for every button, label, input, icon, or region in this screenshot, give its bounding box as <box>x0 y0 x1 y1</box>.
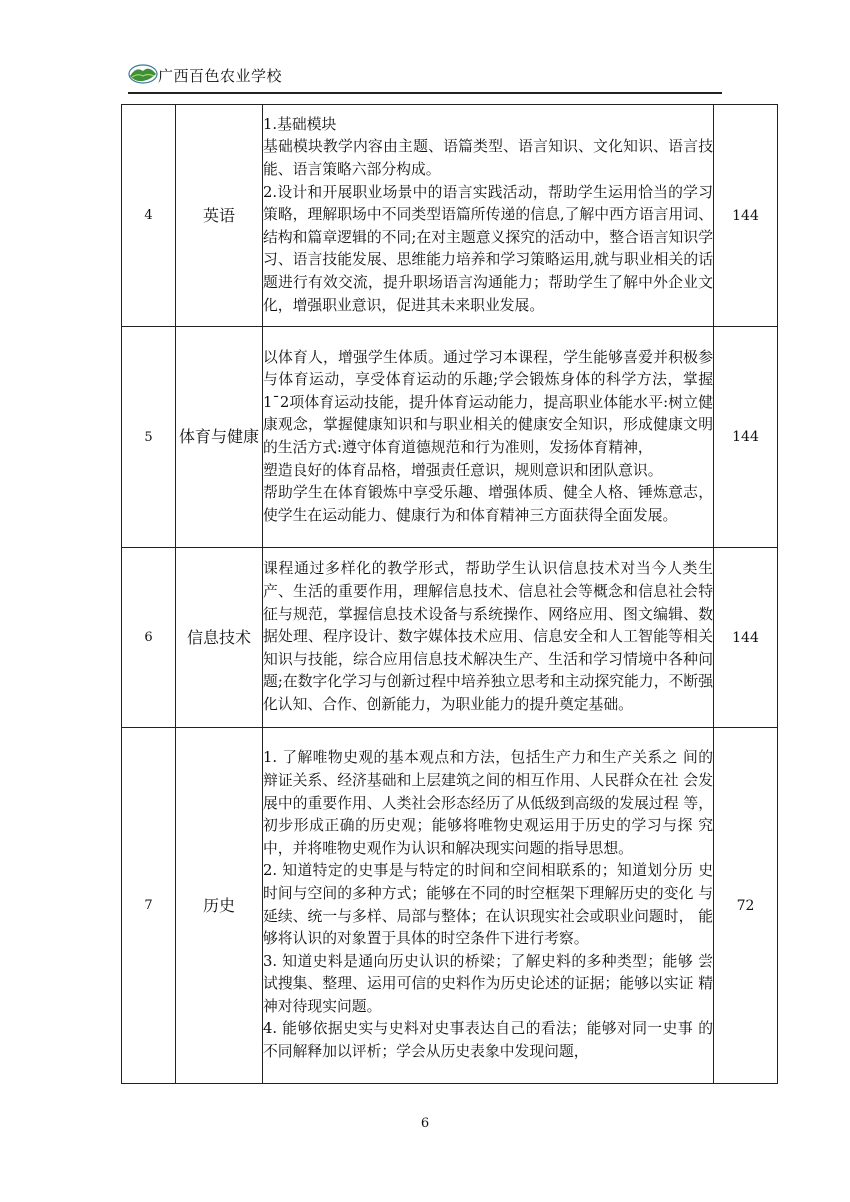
row-index: 4 <box>122 105 176 327</box>
description-paragraph: 帮助学生在体育锻炼中享受乐趣、增强体质、健全人格、锤炼意志，使学生在运动能力、健康行为和体育精神三方面获得全面发展。 <box>263 484 713 524</box>
course-name: 历史 <box>176 728 263 1084</box>
header-divider <box>128 92 722 94</box>
course-hours: 72 <box>714 728 778 1084</box>
description-paragraph: 1. 了解唯物史观的基本观点和方法，包括生产力和生产关系之 间的辩证关系、经济基础和上层建筑之间的相互作用、人民群众在社 会发展中的重要作用、人类社会形态经历了从低级到高级的发展过程 等，初步形成正确的历史观；能够将唯物史观运用于历史的学习与探 究中，并将唯物史观作为认识和解决现实问题的指导思想。 <box>263 749 713 857</box>
course-description <box>263 327 714 548</box>
table-row <box>122 327 778 548</box>
course-description <box>263 548 714 728</box>
description-paragraph: 基础模块教学内容由主题、语篇类型、语言知识、文化知识、语言技能、语言策略六部分构成。 <box>263 138 713 179</box>
description-paragraph: 4. 能够依据史实与史料对史事表达自己的看法；能够对同一史事 的不同解释加以评析；学会从历史表象中发现问题， <box>263 1020 713 1061</box>
description-paragraph: 课程通过多样化的教学形式，帮助学生认识信息技术对当今人类生产、生活的重要作用，理解信息技术、信息社会等概念和信息社会特征与规范，掌握信息技术设备与系统操作、网络应用、图文编辑、数据处理、程序设计、数字媒体技术应用、信息安全和人工智能等相关知识与技能，综合应用信息技术解决生产、生活和学习情境中各种问题;在数字化学习与创新过程中培养独立思考和主动探究能力，不断强化认知、合作、创新能力，为职业能力的提升奠定基础。 <box>263 560 713 713</box>
row-index: 6 <box>122 548 176 728</box>
course-name: 信息技术 <box>176 548 263 728</box>
school-logo-icon <box>128 62 158 84</box>
page-number: 6 <box>420 1116 430 1131</box>
course-description <box>263 105 714 327</box>
page-header <box>128 58 722 94</box>
school-name: 广西百色农业学校 <box>158 67 283 85</box>
course-name: 英语 <box>176 105 263 327</box>
row-index: 5 <box>122 327 176 548</box>
course-name: 体育与健康 <box>176 327 263 548</box>
description-paragraph: 2. 知道特定的史事是与特定的时间和空间相联系的；知道划分历 史时间与空间的多种方式；能够在不同的时空框架下理解历史的变化 与延续、统一与多样、局部与整体；在认识现实社会或职业问题时， 能够将认识的对象置于具体的时空条件下进行考察。 <box>263 862 713 948</box>
course-hours: 144 <box>714 105 778 327</box>
row-index: 7 <box>122 728 176 1084</box>
description-paragraph: 1.基础模块 <box>263 115 337 133</box>
table-row <box>122 105 778 327</box>
description-paragraph: 以体育人，增强学生体质。通过学习本课程，学生能够喜爱并积极参与体育运动，享受体育运动的乐趣;学会锻炼身体的科学方法，掌握1¯2项体育运动技能，提升体育运动能力，提高职业体能水平:树立健康观念，掌握健康知识和与职业相关的健康安全知识，形成健康文明的生活方式:遵守体育道德规范和行为准则，发扬体育精神， <box>263 348 713 456</box>
course-table <box>121 104 778 1084</box>
description-paragraph: 2.设计和开展职业场景中的语言实践活动，帮助学生运用恰当的学习策略，理解职场中不同类型语篇所传递的信息,了解中西方语言用词、结构和篇章逻辑的不同;在对主题意义探究的活动中，整合语言知识学习、语言技能发展、思维能力培养和学习策略运用,就与职业相关的话题进行有效交流，提升职场语言沟通能力；帮助学生了解中外企业文化，增强职业意识，促进其未来职业发展。 <box>263 183 713 314</box>
description-paragraph: 3. 知道史料是通向历史认识的桥梁；了解史料的多种类型；能够 尝试搜集、整理、运用可信的史料作为历史论述的证据；能够以实证 精神对待现实问题。 <box>263 952 713 1015</box>
course-hours: 144 <box>714 548 778 728</box>
course-description <box>263 728 714 1084</box>
table-row <box>122 548 778 728</box>
table-row <box>122 728 778 1084</box>
course-hours: 144 <box>714 327 778 548</box>
description-paragraph: 塑造良好的体育品格，增强责任意识，规则意识和团队意识。 <box>263 461 663 479</box>
